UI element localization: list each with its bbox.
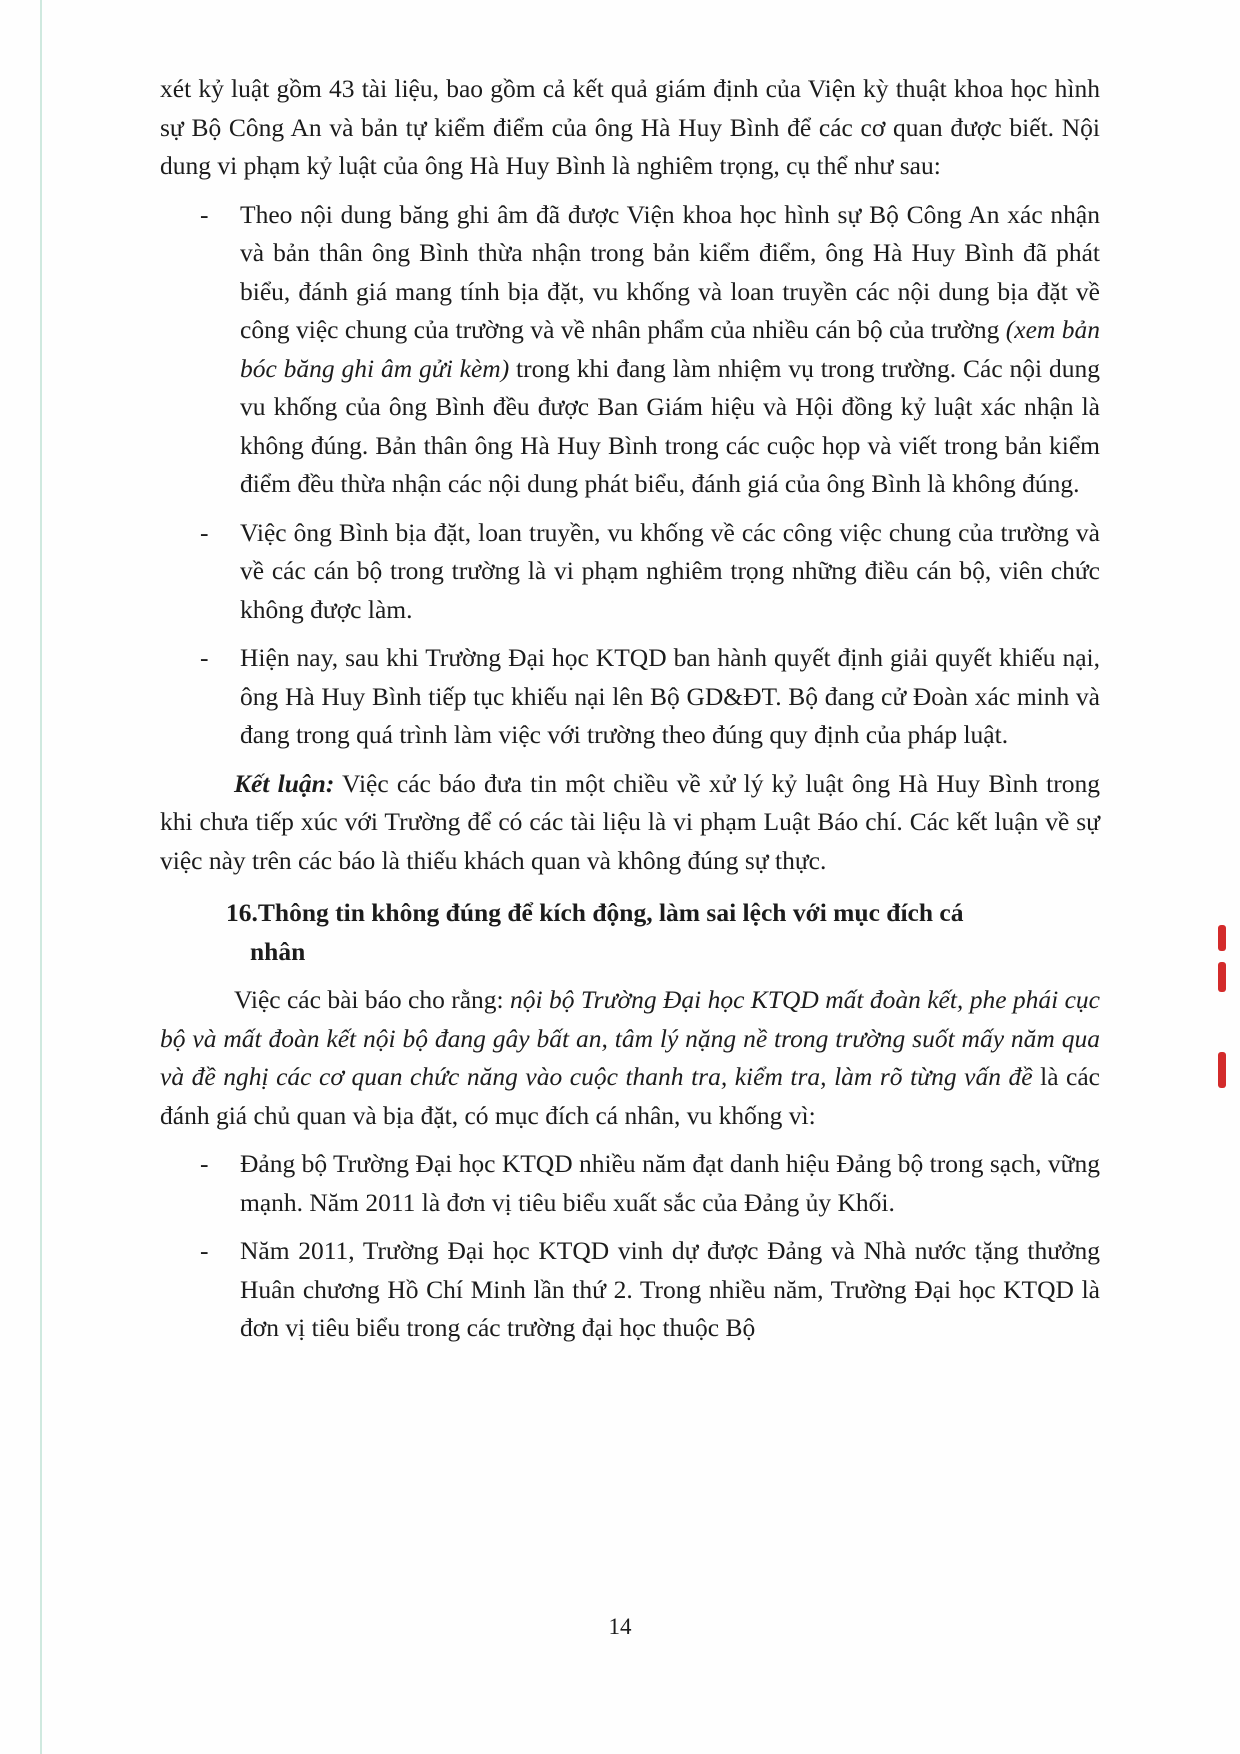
italic-note: (xem bản bóc băng ghi âm gửi kèm) (240, 315, 1100, 383)
section-16-heading-line1: 16.Thông tin không đúng để kích động, làm sai lệch với mục đích cá (226, 898, 964, 927)
section-16-heading-line2: nhân (250, 936, 306, 966)
document-body (160, 70, 1100, 1348)
list-item: - Theo nội dung băng ghi âm đã được Viện khoa học hình sự Bộ Công An xác nhận và bản thân ông Bình thừa nhận trong bản kiểm điểm, ông Hà Huy Bình đã phát biểu, đánh giá mang tính bịa đặt, vu khống và loan truyền các nội dung bịa đặt về công việc chung của trường và về nhân phẩm của nhiều cán bộ của trường (xem bản bóc băng ghi âm gửi kèm) trong khi đang làm nhiệm vụ trong trường. Các nội dung vu khống của ông Bình đều được Ban Giám hiệu và Hội đồng kỷ luật xác nhận là không đúng. Bản thân ông Hà Huy Bình trong các cuộc họp và viết trong bản kiểm điểm đều thừa nhận các nội dung phát biểu, đánh giá của ông Bình là không đúng. (160, 196, 1100, 504)
reasons-list (160, 1145, 1100, 1348)
italic-quote: nội bộ Trường Đại học KTQD mất đoàn kết, phe phái cục bộ và mất đoàn kết nội bộ đang gây bất an, tâm lý nặng nề trong trường suốt mấy năm qua và đề nghị các cơ quan chức năng vào cuộc thanh tra, kiểm tra, làm rõ từng vấn đề (160, 985, 1100, 1091)
violation-list (160, 196, 1100, 755)
stamp-edge-mark (1218, 925, 1226, 951)
list-item: - Đảng bộ Trường Đại học KTQD nhiều năm đạt danh hiệu Đảng bộ trong sạch, vững mạnh. Năm 2011 là đơn vị tiêu biểu xuất sắc của Đảng ủy Khối. (160, 1145, 1100, 1222)
stamp-edge-mark (1218, 1052, 1226, 1088)
page-edge-line (40, 0, 42, 1754)
section-16-lead-paragraph: Việc các bài báo cho rằng: nội bộ Trường Đại học KTQD mất đoàn kết, phe phái cục bộ và mất đoàn kết nội bộ đang gây bất an, tâm lý nặng nề trong trường suốt mấy năm qua và đề nghị các cơ quan chức năng vào cuộc thanh tra, kiểm tra, làm rõ từng vấn đề là các đánh giá chủ quan và bịa đặt, có mục đích cá nhân, vu khống vì: (160, 985, 1101, 1130)
list-item: - Việc ông Bình bịa đặt, loan truyền, vu khống về các công việc chung của trường và về các cán bộ trong trường là vi phạm nghiêm trọng những điều cán bộ, viên chức không được làm. (160, 514, 1100, 630)
stamp-edge-mark (1218, 962, 1226, 992)
list-item: - Năm 2011, Trường Đại học KTQD vinh dự được Đảng và Nhà nước tặng thưởng Huân chương Hồ Chí Minh lần thứ 2. Trong nhiều năm, Trường Đại học KTQD là đơn vị tiêu biểu trong các trường đại học thuộc Bộ (160, 1232, 1100, 1348)
list-item: - Hiện nay, sau khi Trường Đại học KTQD ban hành quyết định giải quyết khiếu nại, ông Hà Huy Bình tiếp tục khiếu nại lên Bộ GD&ĐT. Bộ đang cử Đoàn xác minh và đang trong quá trình làm việc với trường theo đúng quy định của pháp luật. (160, 639, 1100, 755)
section-16-heading (160, 894, 1100, 971)
conclusion-label: Kết luận: (234, 768, 335, 798)
page-number: 14 (608, 1614, 632, 1639)
intro-paragraph: xét kỷ luật gồm 43 tài liệu, bao gồm cả kết quả giám định của Viện kỳ thuật khoa học hình sự Bộ Công An và bản tự kiểm điểm của ông Hà Huy Bình để các cơ quan được biết. Nội dung vi phạm kỷ luật của ông Hà Huy Bình là nghiêm trọng, cụ thể như sau: (160, 74, 1100, 180)
conclusion-paragraph: Kết luận: Việc các báo đưa tin một chiều về xử lý kỷ luật ông Hà Huy Bình trong khi chưa tiếp xúc với Trường để có các tài liệu là vi phạm Luật Báo chí. Các kết luận về sự việc này trên các báo là thiếu khách quan và không đúng sự thực. (160, 768, 1100, 875)
